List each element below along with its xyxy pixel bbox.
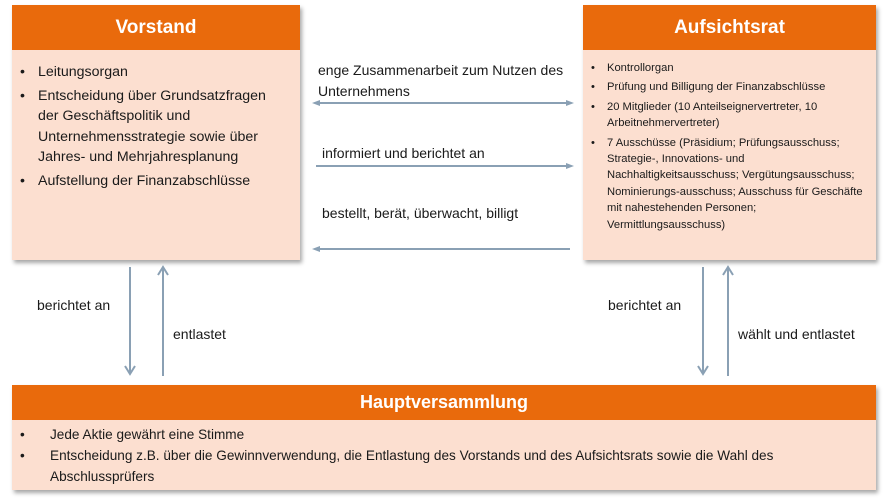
hauptversammlung-title: Hauptversammlung bbox=[12, 385, 876, 420]
aufsichtsrat-box bbox=[583, 5, 876, 260]
list-item: • 7 Ausschüsse (Präsidium; Prüfungsausschuss; Strategie-, Innovations- und Nachhaltigkeitsausschuss; Vergütungsausschuss; Nominierungs-ausschuss; Ausschuss für Geschäfte mit nahestehenden Personen; Vermittlungsausschuss) bbox=[591, 135, 868, 233]
label-vorstand-discharged: entlastet bbox=[173, 326, 226, 342]
label-informs: informiert und berichtet an bbox=[322, 145, 485, 161]
list-item: • Prüfung und Billigung der Finanzabschlüsse bbox=[591, 79, 868, 95]
aufsichtsrat-list bbox=[591, 60, 868, 233]
hauptversammlung-box bbox=[12, 385, 876, 490]
list-item: • Kontrollorgan bbox=[591, 60, 868, 76]
vorstand-list bbox=[20, 62, 290, 191]
vorstand-title: Vorstand bbox=[12, 5, 300, 50]
vorstand-box bbox=[12, 5, 300, 260]
list-item: • Entscheidung z.B. über die Gewinnverwendung, die Entlastung des Vorstands und des Aufsichtsrats sowie die Wahl des Abschlussprüfers bbox=[20, 445, 864, 487]
aufsichtsrat-title: Aufsichtsrat bbox=[583, 5, 876, 50]
vorstand-body bbox=[12, 50, 300, 191]
label-aufsichtsrat-elected: wählt und entlastet bbox=[738, 326, 855, 342]
hauptversammlung-list bbox=[20, 424, 864, 487]
list-item: • Entscheidung über Grundsatzfragen der Geschäftspolitik und Unternehmensstrategie sowie über Jahres- und Mehrjahresplanung bbox=[20, 86, 290, 168]
label-aufsichtsrat-reports: berichtet an bbox=[608, 297, 682, 313]
label-cooperation: enge Zusammenarbeit zum Nutzen des Unternehmens bbox=[318, 62, 564, 99]
aufsichtsrat-body bbox=[583, 50, 876, 233]
list-item: • Aufstellung der Finanzabschlüsse bbox=[20, 171, 290, 192]
label-appoints: bestellt, berät, überwacht, billigt bbox=[322, 205, 519, 221]
hauptversammlung-body bbox=[12, 420, 876, 487]
label-vorstand-reports: berichtet an bbox=[37, 297, 111, 313]
list-item: • Jede Aktie gewährt eine Stimme bbox=[20, 424, 864, 445]
list-item: • Leitungsorgan bbox=[20, 62, 290, 83]
list-item: • 20 Mitglieder (10 Anteilseignervertreter, 10 Arbeitnehmervertreter) bbox=[591, 99, 868, 132]
